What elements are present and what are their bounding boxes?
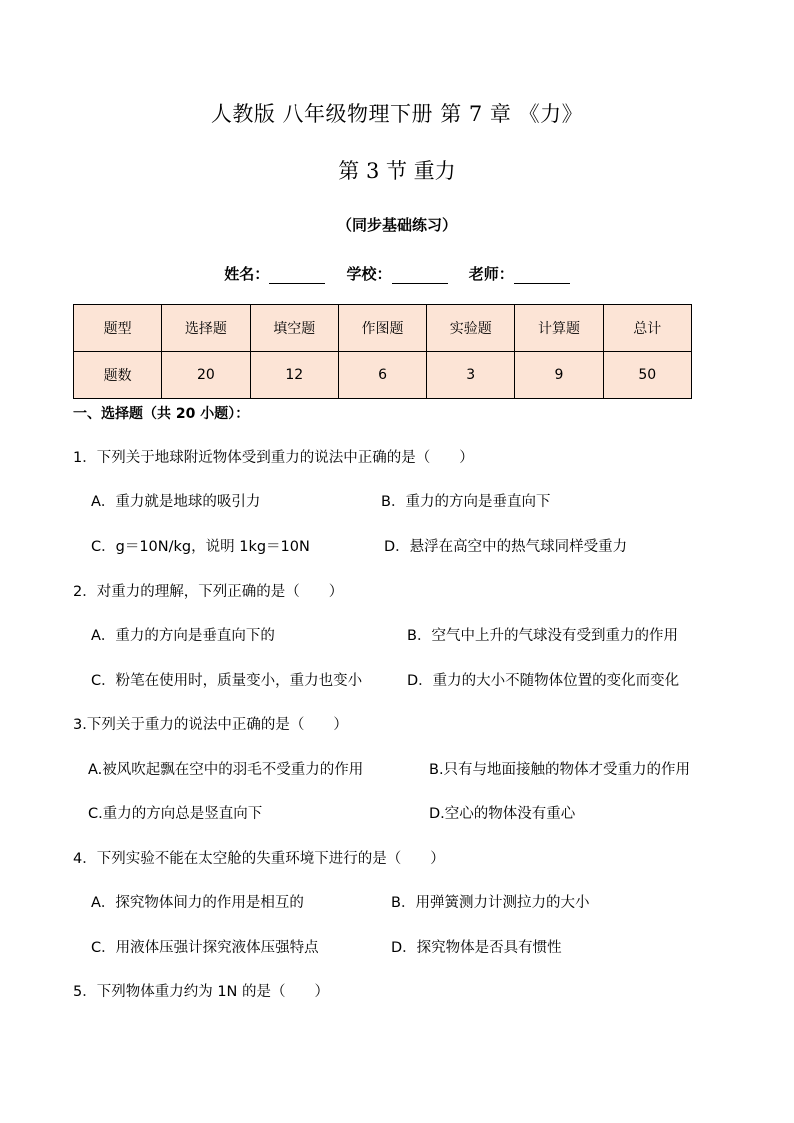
table-cell: 题数 [74,352,162,399]
score-table [73,304,692,399]
option-a: A．重力的方向是垂直向下的 [91,628,275,644]
option-c: C．粉笔在使用时，质量变小，重力也变小 [91,673,363,689]
question-stem: 2．对重力的理解，下列正确的是（ ） [73,584,344,600]
option-b: B．重力的方向是垂直向下 [381,494,551,510]
school-label: 学校： [346,265,392,283]
page-title: 人教版 八年级物理下册 第 7 章 《力》 [210,102,584,126]
table-row [74,305,692,352]
option-a: A.被风吹起飘在空中的羽毛不受重力的作用 [88,762,364,778]
table-cell: 实验题 [427,305,515,352]
exercise-tag: （同步基础练习） [336,216,457,234]
table-cell: 20 [162,352,250,399]
table-cell: 50 [603,352,691,399]
table-cell: 作图题 [338,305,426,352]
table-cell: 12 [250,352,338,399]
question-stem: 3.下列关于重力的说法中正确的是（ ） [73,717,348,733]
section-subtitle: 第 3 节 重力 [338,159,456,183]
option-b: B．空气中上升的气球没有受到重力的作用 [407,628,678,644]
option-d: D．探究物体是否具有惯性 [391,940,562,956]
table-cell: 6 [338,352,426,399]
teacher-blank[interactable] [514,267,570,284]
table-cell: 填空题 [250,305,338,352]
question-stem: 1．下列关于地球附近物体受到重力的说法中正确的是（ ） [73,450,474,466]
table-cell: 题型 [74,305,162,352]
table-cell: 3 [427,352,515,399]
table-row [74,352,692,399]
option-a: A．探究物体间力的作用是相互的 [91,895,304,911]
option-d: D．重力的大小不随物体位置的变化而变化 [407,673,680,689]
option-d: D．悬浮在高空中的热气球同样受重力 [384,539,628,555]
table-cell: 总计 [603,305,691,352]
table-cell: 9 [515,352,603,399]
option-b: B．用弹簧测力计测拉力的大小 [391,895,590,911]
table-cell: 计算题 [515,305,603,352]
option-a: A．重力就是地球的吸引力 [91,494,261,510]
option-b: B.只有与地面接触的物体才受重力的作用 [429,762,691,778]
question-stem: 5．下列物体重力约为 1N 的是（ ） [73,984,330,1000]
student-info [0,263,794,284]
table-cell: 选择题 [162,305,250,352]
question-stem: 4．下列实验不能在太空舱的失重环境下进行的是（ ） [73,851,445,867]
option-d: D.空心的物体没有重心 [429,806,576,822]
name-label: 姓名： [224,265,270,283]
option-c: C.重力的方向总是竖直向下 [88,806,263,822]
name-blank[interactable] [269,267,325,284]
option-c: C．g＝10N/kg，说明 1kg＝10N [91,539,310,555]
school-blank[interactable] [392,267,448,284]
section-heading: 一、选择题（共 20 小题）： [73,406,250,422]
teacher-label: 老师： [468,265,514,283]
option-c: C．用液体压强计探究液体压强特点 [91,940,319,956]
